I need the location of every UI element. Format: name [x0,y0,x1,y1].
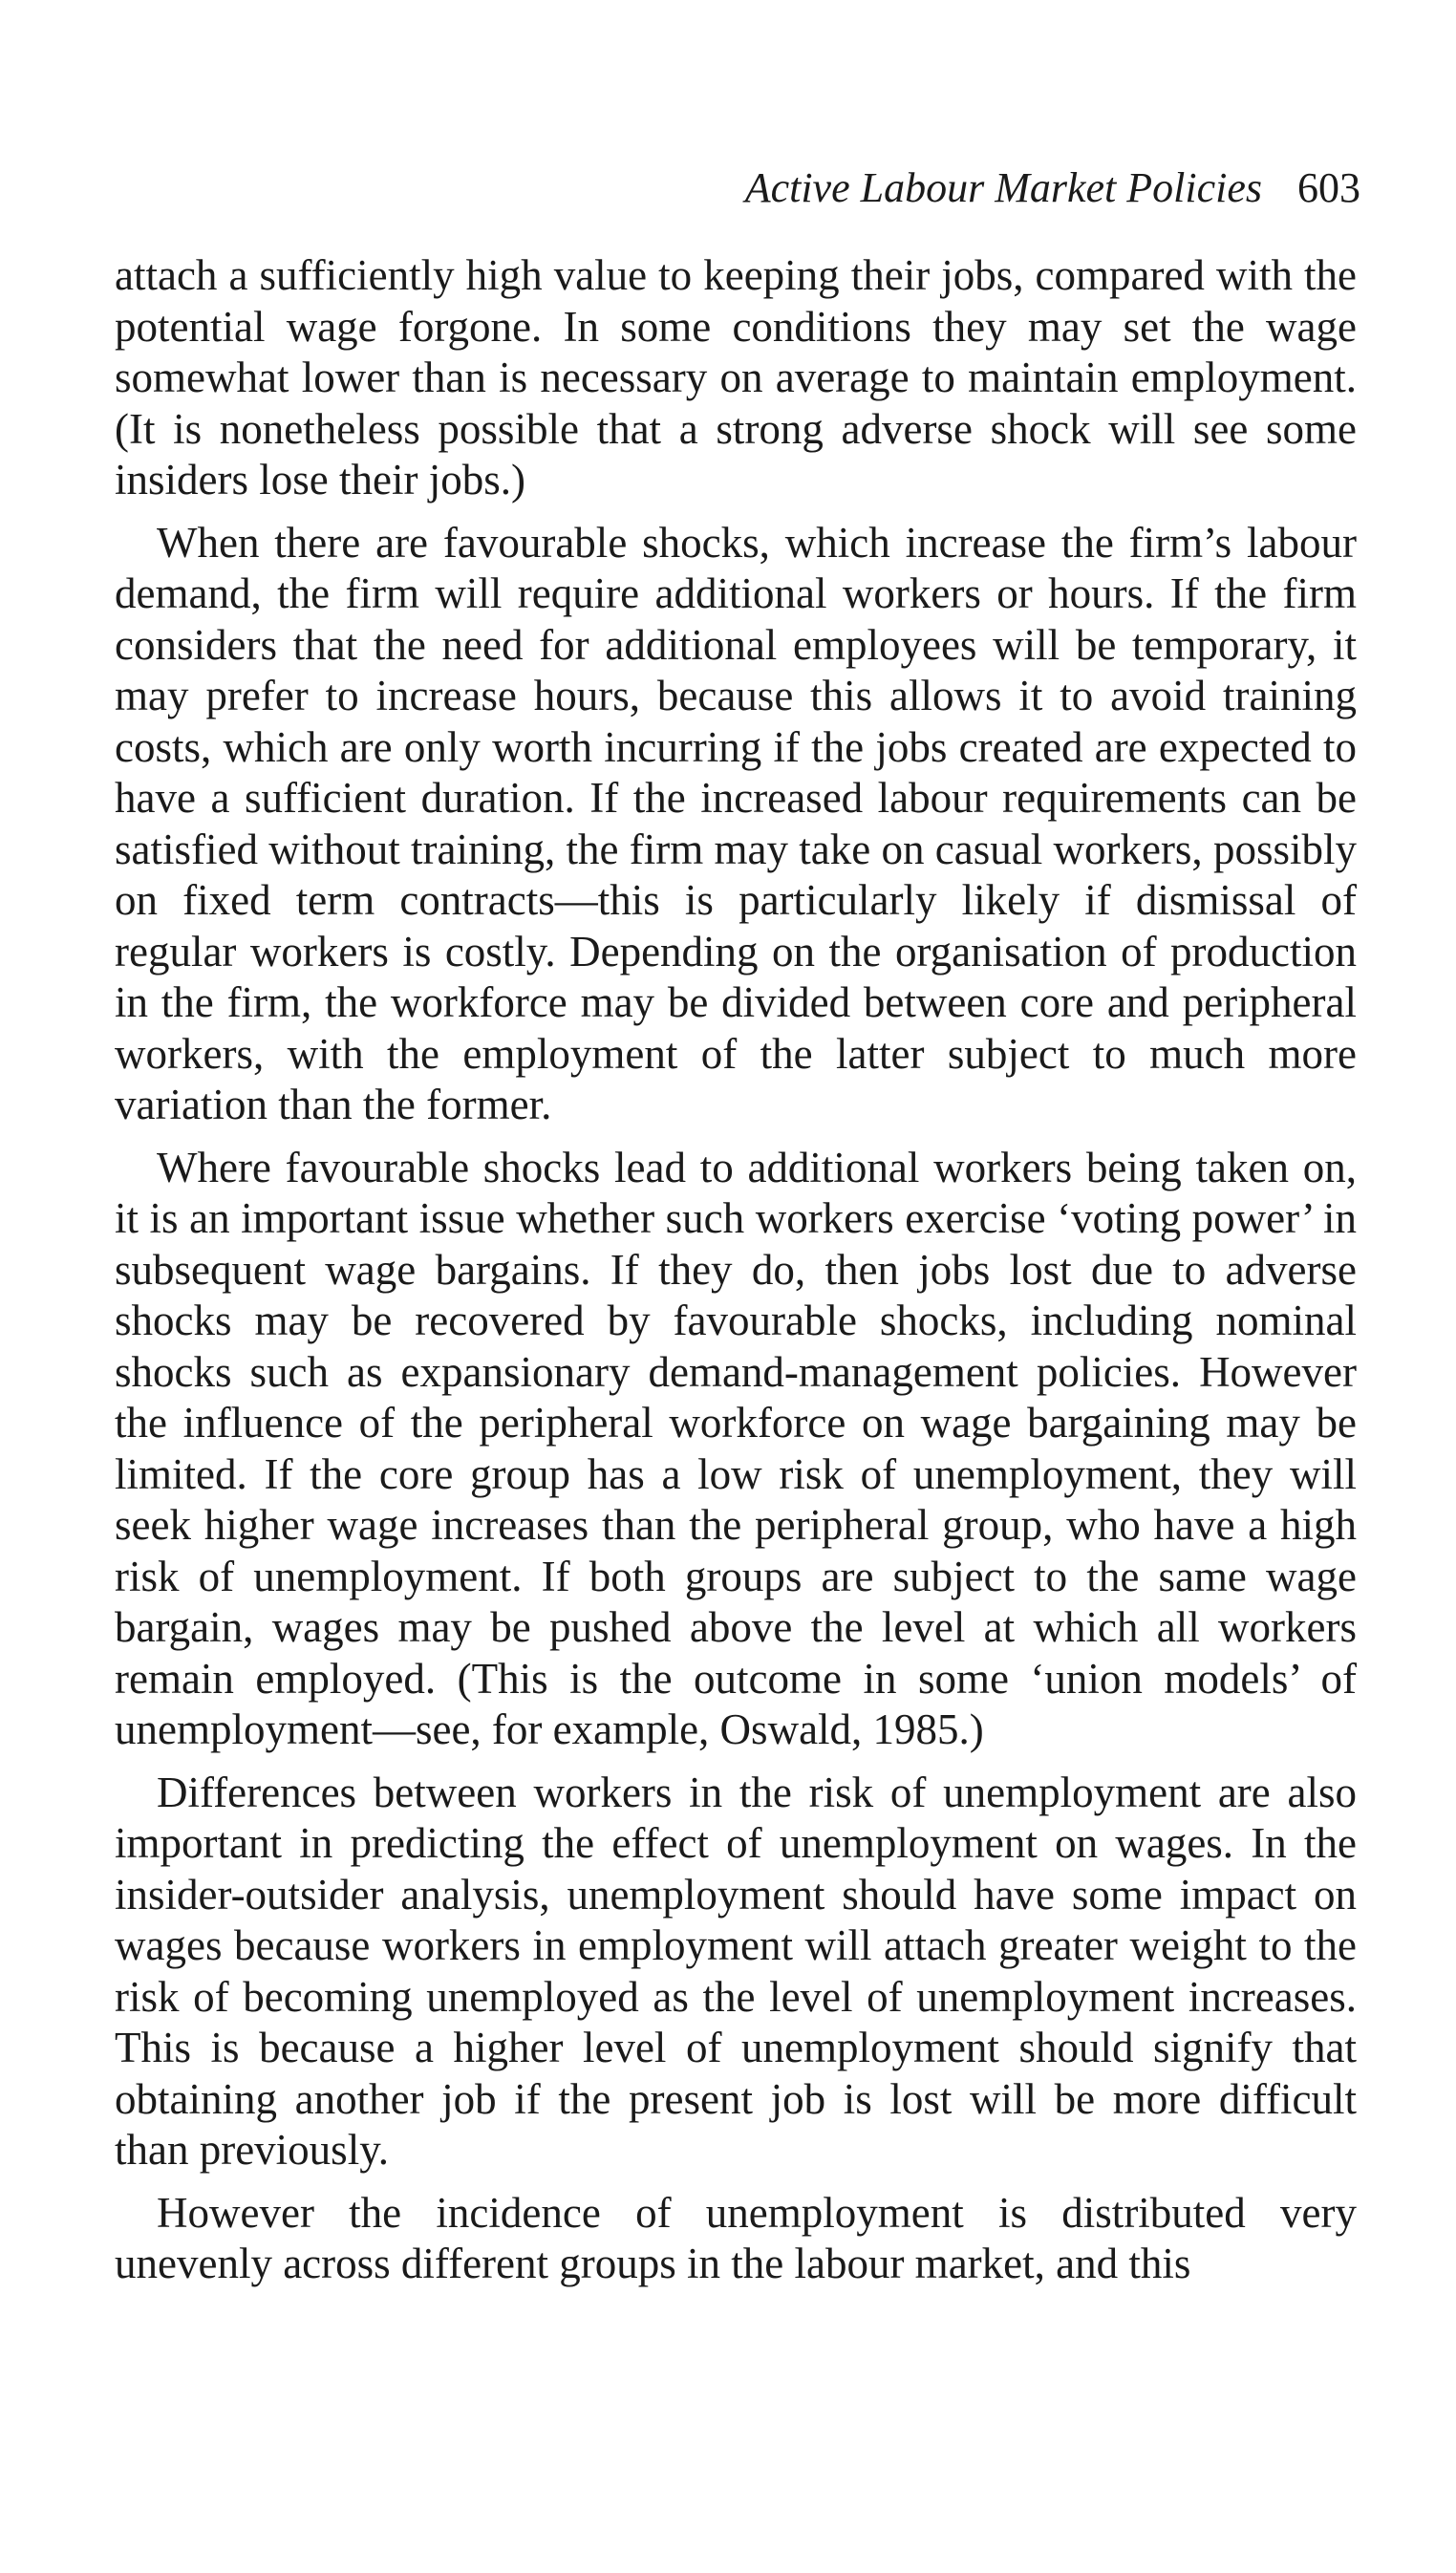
paragraph-incidence: However the incidence of unemployment is distributed very unevenly across different groups in the labour market, and this [115,2188,1357,2287]
body-text [115,250,1357,2290]
page-number: 603 [1297,164,1360,211]
running-head-title: Active Labour Market Policies [744,164,1262,211]
paragraph-favourable-shocks: When there are favourable shocks, which increase the firm’s labour demand, the firm will require additional workers or hours. If the firm considers that the need for additional employees will be temporary, it may prefer to increase hours, because this allows it to avoid training costs, which are only worth incurring if the jobs created are expected to have a sufficient duration. If the increased labour requirements can be satisfied without training, the firm may take on casual workers, possibly on fixed term contracts—this is particularly likely if dismissal of regular workers is costly. Depending on the organisation of production in the firm, the workforce may be divided between core and peripheral workers, with the employment of the latter subject to much more variation than the former. [115,518,1357,1128]
paragraph-risk-differences: Differences between workers in the risk of unemployment are also important in predicting the effect of unemployment on wages. In the insider-outsider analysis, unemployment should have some impact on wages because workers in employment will attach greater weight to the risk of becoming unemployed as the level of unemployment increases. This is because a higher level of unemployment should signify that obtaining another job if the present job is lost will be more difficult than previously. [115,1768,1357,2174]
paragraph-voting-power: Where favourable shocks lead to additional workers being taken on, it is an important issue whether such workers exercise ‘voting power’ in subsequent wage bargains. If they do, then jobs lost due to adverse shocks may be recovered by favourable shocks, including nominal shocks such as expansionary demand-management policies. However the influence of the peripheral workforce on wage bargaining may be limited. If the core group has a low risk of unemployment, they will seek higher wage increases than the peripheral group, who have a high risk of unemployment. If both groups are subject to the same wage bargain, wages may be pushed above the level at which all workers remain employed. (This is the outcome in some ‘union models’ of unemployment—see, for example, Oswald, 1985.) [115,1143,1357,1753]
paragraph-continued: attach a sufficiently high value to keeping their jobs, compared with the potential wage forgone. In some conditions they may set the wage somewhat lower than is necessary on average to maintain employment. (It is nonetheless possible that a strong adverse shock will see some insiders lose their jobs.) [115,251,1357,504]
running-head [745,162,1360,214]
